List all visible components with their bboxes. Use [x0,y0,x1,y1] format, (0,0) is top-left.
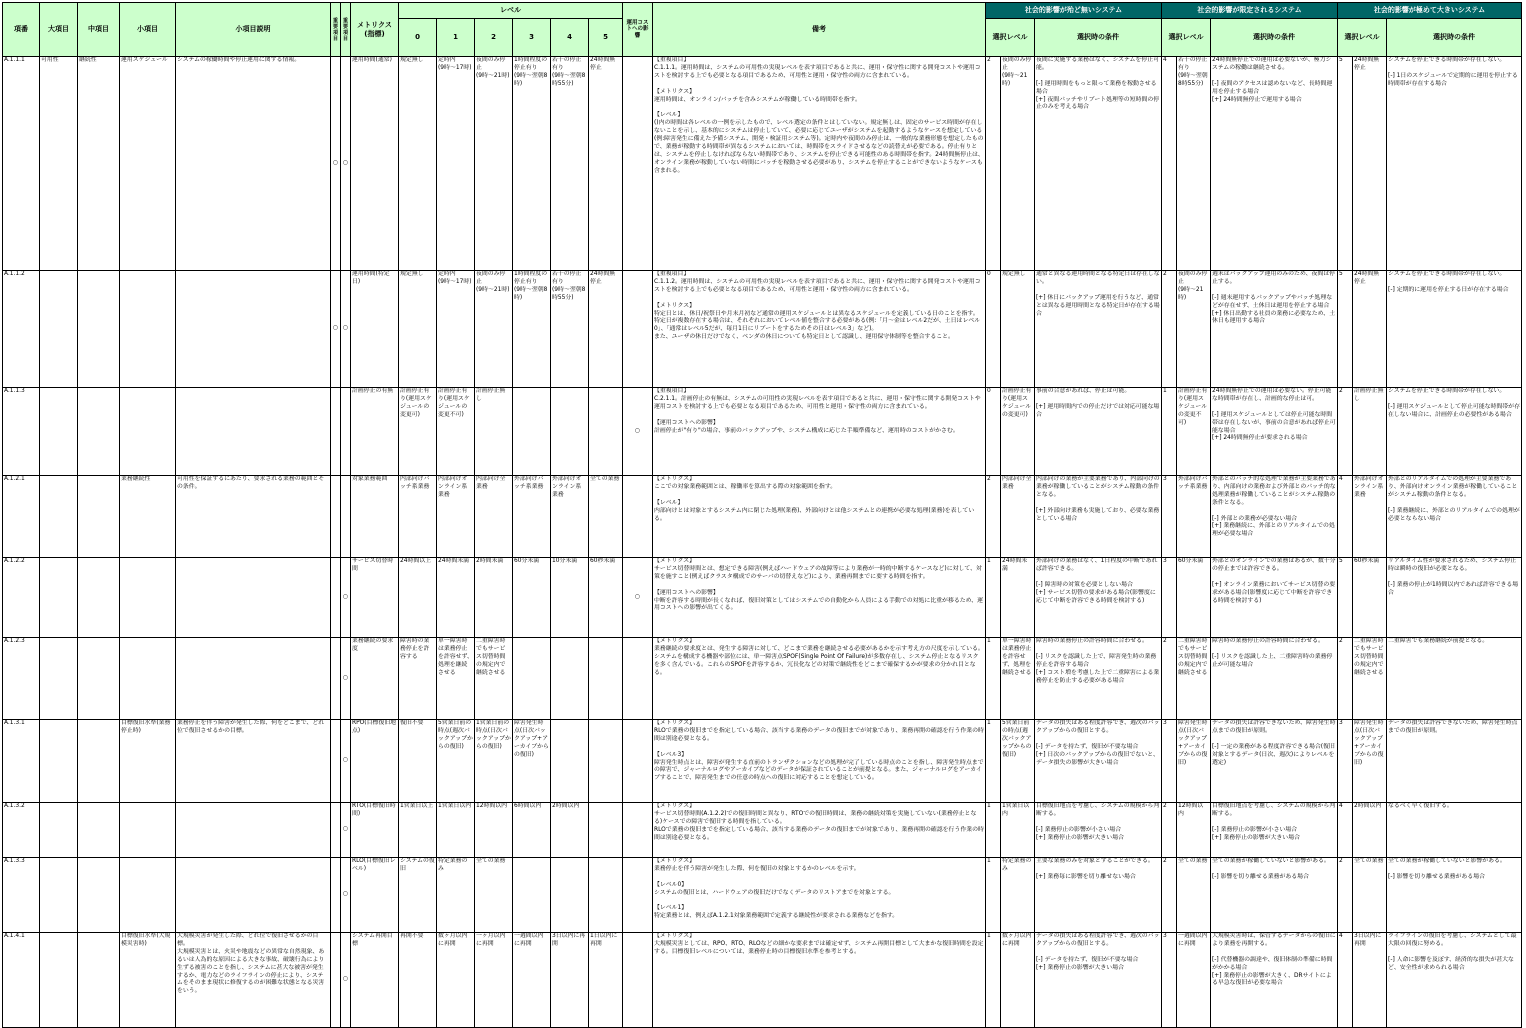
cell-sel-value-mid: 全ての業務 [1177,858,1211,933]
cell-sel-cond-high: データの損失は許容できないため、障害発生時点までの復旧が原則。 [1387,720,1522,803]
requirements-sheet [2,2,1522,1028]
cell-note: 【重複項目】 C.1.1.2。運用時間は、システムの可用性の実現レベルを表す項目であると共に、運用・保守性に関する開発コストや運用コストを検討する上でも必要となる項目であるため、可用性と運用・保守性の両方に含まれている。 【メトリクス】 特定日とは、休日/祝祭日や月末月初など通常の運用スケジュールとは異なるスケジュールを定義している日のことを指す。特定日が複数存在する場合は、それぞれにおいてレベル値を整合する必要がある(例:「月〜金はレベル2だが、土日はレベル0」、「通常はレベル5だが、毎月1日にリブートをするためその日はレベル3」など)。 また、ユーザの休日だけでなく、ベンダの休日についても特定日として認識し、運用保守体制等を整合すること。 [653,271,986,388]
cell-note: 【メトリクス】 業務停止を伴う障害が発生した際、何を復旧の対象とするかのレベルを示す。 【レベル0】 システムの復旧とは、ハードウェアの復旧だけでなくデータのリストアまでを対象とする。 【レベル1】 特定業務とは、例えばA.1.2.1対象業務範囲で定義する継続性が要求される業務などを指す。 [653,858,986,933]
cell-sel-value-high: 3日以内に再開 [1353,933,1387,1028]
cell-important-1: ○ [331,57,341,271]
header-sel-cond-low: 選択時の条件 [1035,19,1162,57]
cell-sel-value-high: 計画停止無し [1353,388,1387,476]
cell-level-5: 24時間無停止 [589,271,623,388]
cell-sel-value-high: 24時間無停止 [1353,271,1387,388]
cell-id: A.1.1.3 [3,388,40,476]
cell-desc [176,858,331,933]
cell-sel-value-low: 5営業日前の時点(週次バックアップからの復旧) [1001,720,1035,803]
header-sel-level-low: 選択レベル [986,19,1035,57]
header-sel-cond-mid: 選択時の条件 [1211,19,1338,57]
cell-level-3: 外部向けバッチ系業務 [513,476,551,558]
cell-cat3 [120,558,176,638]
table-row [3,803,1522,858]
cell-level-3: 60分未満 [513,558,551,638]
cell-important-2: ○ [341,933,351,1028]
cell-desc [176,803,331,858]
cell-id: A.1.3.1 [3,720,40,803]
cell-sel-cond-mid: 目標復旧地点を考慮し、システムの規模から判断する。 [-] 業務停止の影響が小さい場合 [+] 業務停止の影響が大きい場合 [1211,803,1338,858]
cell-level-4 [551,638,589,720]
cell-sel-value-mid: 12時間以内 [1177,803,1211,858]
cell-sel-value-low: 規定無し [1001,271,1035,388]
header-sys-low: 社会的影響が殆ど無いシステム [986,3,1162,19]
cell-important-2: ○ [341,858,351,933]
cell-sel-value-high: 全ての業務 [1353,858,1387,933]
cell-level-3 [513,858,551,933]
cell-cost [623,476,653,558]
cell-cat2 [78,933,120,1028]
cell-sel-level-mid: 2 [1162,803,1177,858]
cell-cat1 [40,933,78,1028]
cell-sel-value-mid: 60分未満 [1177,558,1211,638]
cell-level-4: 外部向けオンライン系業務 [551,476,589,558]
header-level-0: 0 [399,19,437,57]
cell-sel-cond-high: ライフラインの復旧を考慮し、システムとして最大限の回復に努める。 [-] 人命に影響を及ぼす、経済的な損失が甚大など、安全性が求められる場合 [1387,933,1522,1028]
cell-cat2 [78,638,120,720]
cell-sel-value-mid: 障害発生時点(日次バックアップ+アーカイブからの復旧) [1177,720,1211,803]
cell-level-2: 2時間未満 [475,558,513,638]
cell-sel-level-high: 5 [1338,57,1353,271]
cell-desc [176,388,331,476]
cell-sel-cond-mid: 24時間無停止での運用は必要ない。停止可能な時間帯が存在し、計画的な停止は可。 [-] 運用スケジュールとしては停止可能な時間帯は存在しないが、事前の合意があれば停止可能な場合 [+] 24時間無停止が要求される場合 [1211,388,1338,476]
cell-sel-cond-mid: 外部とのオンラインでの業務はあるが、数十分の停止までは許容できる。 [+] オンライン業務においてサービス切替の要求がある場合(影響度に応じて中断を許容できる時間を検討する) [1211,558,1338,638]
cell-sel-value-low: 特定業務のみ [1001,858,1035,933]
cell-level-0: 内部向けバッチ系業務 [399,476,437,558]
header-level-2: 2 [475,19,513,57]
cell-level-2: 1営業日前の時点(日次バックアップからの復旧) [475,720,513,803]
cell-cost [623,57,653,271]
cell-cost [623,858,653,933]
cell-sel-cond-mid: 24時間無停止での運用は必要ないが、極力システムの稼働は継続させる。 [-] 夜間のアクセスは認めないなど、長時間運用を停止する場合 [+] 24時間無停止で運用する場合 [1211,57,1338,271]
cell-id: A.1.2.3 [3,638,40,720]
cell-sel-value-mid: 夜間のみ停止 (9時〜21時) [1177,271,1211,388]
cell-desc [176,271,331,388]
cell-sel-value-mid: 一週間以内に再開 [1177,933,1211,1028]
table-row [3,558,1522,638]
cell-cat1 [40,271,78,388]
cell-desc: 可用性を保証するにあたり、要求される業務の範囲とその条件。 [176,476,331,558]
cell-cost [623,638,653,720]
cell-metric: 業務継続の要求度 [351,638,399,720]
cell-important-1 [331,933,341,1028]
cell-level-2: 計画停止無し [475,388,513,476]
cell-sel-cond-low: 内部向けの業務が主要業務であり、内部向けの業務が稼働していることがシステム稼動の条件となる。 [+] 外部向け業務も実施しており、必要な業務としている場合 [1035,476,1162,558]
cell-important-1 [331,638,341,720]
cell-sel-cond-low: 障害時の業務停止の許容時間に合わせる。 [-] リスクを認識した上で、障害発生時の業務停止を許容する場合 [+] コスト増を考慮した上で二重障害による業務停止を防止する必要がある場合 [1035,638,1162,720]
cell-level-4 [551,720,589,803]
cell-level-0: 復旧不要 [399,720,437,803]
cell-sel-cond-mid: データの損失は許容できないため、障害発生時点までの復旧が原則。 [-] 一定の業務がある程度許容できる場合(復旧対象とするデータ(日次、週次)によりレベルを選定) [1211,720,1338,803]
cell-sel-value-low: 数ヶ月以内に再開 [1001,933,1035,1028]
cell-level-0: 障害時の業務停止を許容する [399,638,437,720]
cell-sel-cond-mid: 週末はバックアップ運用のみのため、夜間は停止する。 [-] 週末運用するバックアップやバッチ処理などが存在せず、土休日は運用を停止する場合 [+] 休日出勤する社員の業務に必要なため、土休日も運用する場合 [1211,271,1338,388]
cell-important-1 [331,858,341,933]
cell-id: A.1.3.3 [3,858,40,933]
cell-level-2: 一ヶ月以内に再開 [475,933,513,1028]
cell-note: 【メトリクス】 業務継続の要求度とは、発生する障害に対して、どこまで業務を継続させる必要があるかを示す考え方の尺度を示している。 システムを構成する機器や部位には、単一障害点SPOF(Single Point Of Failure)が多数存在し、システム停止となるリスクを多く含んでいる。これらのSPOFを許容するか、冗長化などの対策で継続性をどこまで確保するかが要求の分かれ目となる。 [653,638,986,720]
cell-important-2: ○ [341,57,351,271]
cell-level-5 [589,803,623,858]
header-sys-high: 社会的影響が極めて大きいシステム [1338,3,1522,19]
header-important-1: 重要項目 [331,3,341,57]
cell-sel-value-low: 内部向け全業務 [1001,476,1035,558]
cell-sel-level-low: 1 [986,558,1001,638]
cell-sel-cond-low: データの損失はある程度許容でき、週次のバックアップからの復旧とする。 [-] データを持たず、復旧が不要な場合 [+] 日次のバックアップからの復旧でないと、データ損失の影響が大きい場合 [1035,720,1162,803]
cell-sel-level-low: 1 [986,858,1001,933]
cell-cat2 [78,558,120,638]
cell-sel-level-mid: 2 [1162,858,1177,933]
cell-level-0: 規定無し [399,57,437,271]
cell-id: A.1.2.1 [3,476,40,558]
header-sys-mid: 社会的影響が限定されるシステム [1162,3,1338,19]
cell-cat2 [78,476,120,558]
cell-important-2 [341,476,351,558]
header-level-1: 1 [437,19,475,57]
cell-sel-level-high: 4 [1338,933,1353,1028]
table-row [3,57,1522,271]
cell-sel-level-mid: 3 [1162,558,1177,638]
cell-level-4 [551,858,589,933]
cell-level-1: 特定業務のみ [437,858,475,933]
cell-sel-level-high: 2 [1338,638,1353,720]
cell-level-1: 定時内 (9時〜17時) [437,57,475,271]
cell-important-2: ○ [341,720,351,803]
cell-level-2: 夜間のみ停止 (9時〜21時) [475,271,513,388]
table-row [3,933,1522,1028]
header-sel-level-mid: 選択レベル [1162,19,1211,57]
cell-sel-cond-low: 目標復旧地点を考慮し、システムの規模から判断する。 [-] 業務停止の影響が小さい場合 [+] 業務停止の影響が大きい場合 [1035,803,1162,858]
cell-cat2: 継続性 [78,57,120,271]
table-row [3,388,1522,476]
cell-sel-cond-low: 事前の合意があれば、停止は可能。 [+] 運用時間内での停止だけでは対応可能な場合 [1035,388,1162,476]
cell-level-5: 1日以内に再開 [589,933,623,1028]
cell-sel-cond-mid: 障害時の業務停止の許容時間に合わせる。 [-] リスクを認識した上、二重障害時の業務停止が可能な場合 [1211,638,1338,720]
cell-sel-level-mid: 3 [1162,476,1177,558]
cell-sel-level-high: 5 [1338,558,1353,638]
cell-level-5: 24時間無停止 [589,57,623,271]
cell-cat1 [40,558,78,638]
cell-sel-level-mid: 2 [1162,638,1177,720]
cell-level-0: 再開不要 [399,933,437,1028]
cell-id: A.1.2.2 [3,558,40,638]
cell-sel-level-low: 0 [986,388,1001,476]
cell-note: 【メトリクス】 ここでの対象業務範囲とは、稼働率を算出する際の対象範囲を指す。 【レベル】 内部向けとは対象とするシステム内に閉じた処理(業務)、外部向けとは他システムとの連携が必要な処理(業務)を表している。 [653,476,986,558]
cell-sel-value-mid: 外部向けバッチ系業務 [1177,476,1211,558]
cell-sel-level-mid: 1 [1162,388,1177,476]
cell-note: 【メトリクス】 大規模災害としては、RPO、RTO、RLOなどの細かな要求までは確定せず、システム再開目標として大まかな復旧時間を設定する。目標復旧レベルについては、業務停止時の目標復旧水準を参考とする。 [653,933,986,1028]
cell-sel-cond-high: 二重障害でも業務継続が前提となる。 [1387,638,1522,720]
cell-cost [623,271,653,388]
cell-sel-cond-mid: 外部とのバッチ的な処理で業務が主要業務であり、内部向けの業務および外部とのバッチ的な処理業務が稼働していることがシステム稼動の条件となる。 [-] 外部との業務が必要ない場合 [+] 業務継続に、外部とのリアルタイムでの処理が必要な場合 [1211,476,1338,558]
cell-sel-cond-mid: 大規模災害時は、保管するデータからの復旧により業務を再開する。 [-] 代替機器の調達や、復旧体制の準備に時間がかかる場合 [+] 業務停止の影響が大きく、DRサイトによる早急な復旧が必要な場合 [1211,933,1338,1028]
cell-note: 【メトリクス】 RLOで業務の復旧までを指定している場合、該当する業務のデータの復旧までが対象であり、業務再開の確認を行う作業の時間は別途必要となる。 【レベル3】 障害発生時点とは、障害が発生する直前のトランザクションなどの処理が完了している時点のことを指し、障害発生時点までの障害で、ジャーナルログやアーカイブなどのデータが保証されていることが前提となる。また、ジャーナルログをアーカイブすることで、障害発生までの任意の時点への復旧に対応することを想定している。 [653,720,986,803]
cell-cost: ○ [623,558,653,638]
cell-sel-cond-high: 全ての業務が稼働していないと影響がある。 [-] 影響を切り離せる業務がある場合 [1387,858,1522,933]
cell-sel-level-mid: 2 [1162,271,1177,388]
cell-cat3 [120,858,176,933]
cell-sel-level-low: 1 [986,933,1001,1028]
cell-cost [623,933,653,1028]
cell-level-1: 1営業日以内 [437,803,475,858]
header-important-2: 重要項目 [341,3,351,57]
cell-level-5 [589,388,623,476]
cell-sel-level-mid: 4 [1162,57,1177,271]
cell-desc [176,638,331,720]
cell-level-1: 内部向けオンライン系業務 [437,476,475,558]
cell-metric: RTO(目標復旧時間) [351,803,399,858]
cell-desc [176,558,331,638]
cell-cat1 [40,388,78,476]
cell-level-5: 全ての業務 [589,476,623,558]
cell-level-5 [589,858,623,933]
cell-note: 【メトリクス】 サービス切替時間とは、想定できる障害(例えばハードウェアの故障等により業務が一時的中断するケースなど)に対して、対策を施すこと(例えばクラスタ構成でのサーバの切替えなど)により、業務再開までに要する時間を指す。 【運用コストへの影響】 中断を許容する時間が長くなれば、復旧対策としてはシステムでの自動化から人員による手動での対処に比重が移るため、運用コストへの影響が出てくる。 [653,558,986,638]
cell-sel-value-low: 計画停止有り(運用スケジュールの変更可) [1001,388,1035,476]
cell-cost: ○ [623,388,653,476]
cell-cat3 [120,271,176,388]
cell-sel-level-mid: 3 [1162,933,1177,1028]
cell-level-0: 計画停止有り(運用スケジュールの変更可) [399,388,437,476]
cell-sel-cond-high: 外部とのリアルタイムでの処理が主要業務であり、外部向けオンライン業務が稼働していることがシステム稼動の条件となる。 [-] 業務継続に、外部とのリアルタイムでの処理が必要とならない場合 [1387,476,1522,558]
cell-id: A.1.1.2 [3,271,40,388]
cell-level-0: 24時間以上 [399,558,437,638]
header-cat1: 大項目 [40,3,78,57]
cell-cat1 [40,803,78,858]
cell-level-2: 12時間以内 [475,803,513,858]
cell-level-1: 数ヶ月以内に再開 [437,933,475,1028]
cell-sel-value-mid: 計画停止有り(運用スケジュールの変更不可) [1177,388,1211,476]
cell-cat1 [40,720,78,803]
cell-cat3: 目標復旧水準(業務停止時) [120,720,176,803]
header-cat2: 中項目 [78,3,120,57]
cell-cat3 [120,803,176,858]
cell-cat2 [78,271,120,388]
table-row [3,720,1522,803]
cell-important-1: ○ [331,271,341,388]
cell-sel-value-high: 24時間無停止 [1353,57,1387,271]
cell-level-3: 一週間以内に再開 [513,933,551,1028]
cell-sel-cond-low: 主要な業務のみを対象とすることができる。 [+] 業務毎に影響を切り離せない場合 [1035,858,1162,933]
cell-sel-level-high: 4 [1338,803,1353,858]
cell-cost [623,720,653,803]
cell-level-3: 6時間以内 [513,803,551,858]
cell-level-2: 全ての業務 [475,858,513,933]
cell-id: A.1.3.2 [3,803,40,858]
cell-level-5 [589,720,623,803]
cell-sel-value-mid: 二重障害時でもサービス切替時間の規定内で継続させる [1177,638,1211,720]
cell-sel-level-low: 1 [986,803,1001,858]
cell-sel-value-low: 単一障害時は業務停止を許容せず、処理を継続させる [1001,638,1035,720]
cell-level-0: 1営業日以上 [399,803,437,858]
header-sel-level-high: 選択レベル [1338,19,1387,57]
cell-metric: RLO(目標復旧レベル) [351,858,399,933]
cell-desc: システムの稼働時間や停止運用に関する情報。 [176,57,331,271]
cell-metric: 対象業務範囲 [351,476,399,558]
table-row [3,476,1522,558]
header-desc: 小項目説明 [176,3,331,57]
cell-sel-level-high: 5 [1338,271,1353,388]
cell-metric: RPO(目標復旧地点) [351,720,399,803]
header-sel-cond-high: 選択時の条件 [1387,19,1522,57]
cell-metric: サービス切替時間 [351,558,399,638]
cell-sel-value-high: 二重障害時でもサービス切替時間の規定内で継続させる [1353,638,1387,720]
header-metric: メトリクス (指標) [351,3,399,57]
cell-sel-cond-high: なるべく早く復旧する。 [1387,803,1522,858]
cell-level-1: 5営業日前の時点(週次バックアップからの復旧) [437,720,475,803]
cell-important-1 [331,476,341,558]
cell-level-3 [513,388,551,476]
cell-sel-value-high: 外部向けオンライン系業務 [1353,476,1387,558]
header-level-4: 4 [551,19,589,57]
cell-sel-cond-low: データの損失はある程度許容でき、週次のバックアップからの復旧とする。 [-] データを持たず、復旧が不要な場合 [+] 業務停止の影響が大きい場合 [1035,933,1162,1028]
cell-cat3: 目標復旧水準(大規模災害時) [120,933,176,1028]
cell-cost [623,803,653,858]
table-row [3,271,1522,388]
cell-note: 【重複項目】 C.1.1.1。運用時間は、システムの可用性の実現レベルを表す項目であると共に、運用・保守性に関する開発コストや運用コストを検討する上でも必要となる項目であるため、可用性と運用・保守性の両方に含まれている。 【メトリクス】 運用時間は、オンライン/バッチを含みシステムが稼働している時間帯を指す。 【レベル】 ()内の時間は各レベルの一例を示したもので、レベル選定の条件とはしていない。規定無しは、固定のサービス時間が存在しないことを示し、基本的にシステムは停止していて、必要に応じてユーザがシステムを起動するようなケースを想定している(例:障害発生に備えた予備システム、開発・検証用システム等)。定時内や夜間のみ停止は、一般的な業務形態を想定したもので、業務が稼動する時間帯が異なるシステムにおいては、時間帯をスライドさせるなどの読替えが必要である。停止有りとは、システムを停止しなければならない時間帯であり、システムを停止できる可能性のある時間帯を指す。24時間無停止は、オンライン業務が稼動していない時間にバッチを稼動させる必要があり、システムを停止することができないようなケースも含まれる。 [653,57,986,271]
cell-cat2 [78,388,120,476]
cell-level-2: 内部向け全業務 [475,476,513,558]
cell-id: A.1.4.1 [3,933,40,1028]
cell-cat2 [78,803,120,858]
header-cat3: 小項目 [120,3,176,57]
cell-level-4: 若干の停止有り (9時〜翌朝8時55分) [551,271,589,388]
header-id: 項番 [3,3,40,57]
cell-sel-level-high: 4 [1338,476,1353,558]
cell-sel-level-low: 1 [986,720,1001,803]
cell-cat3: 運用スケジュール [120,57,176,271]
cell-sel-level-low: 2 [986,476,1001,558]
cell-level-5: 60秒未満 [589,558,623,638]
cell-important-1 [331,720,341,803]
cell-cat3 [120,388,176,476]
cell-sel-value-low: 夜間のみ停止 (9時〜21時) [1001,57,1035,271]
cell-cat1 [40,476,78,558]
cell-sel-cond-high: システムを停止できる時間帯が存在しない。 [-] 定期的に運用を停止する日が存在する場合 [1387,271,1522,388]
header-level: レベル [399,3,623,19]
cell-level-3: 障害発生時点(日次バックアップ+アーカイブからの復旧) [513,720,551,803]
cell-level-4: 3日以内に再開 [551,933,589,1028]
cell-sel-cond-low: 夜間に実施する業務はなく、システムを停止可能。 [-] 運用時間をもっと限って業務を稼動させる場合 [+] 夜間バッチやリブート処理等の短時間の停止のみを考える場合 [1035,57,1162,271]
table-row [3,858,1522,933]
cell-desc: 大規模災害が発生した際、どれ位で復旧させるかの目標。 大規模災害とは、火災や地震などの異常な自然現象、あるいは人為的な原因による大きな事故、破壊行為により生ずる被害のことを指し、システムに甚大な被害が発生するか、電力などのライフラインの停止により、システムをそのまま現状に修復するのが困難な状態となる災害をいう。 [176,933,331,1028]
cell-sel-value-mid: 若干の停止有り (9時〜翌朝8時55分) [1177,57,1211,271]
cell-level-4: 若干の停止有り (9時〜翌朝8時55分) [551,57,589,271]
cell-note: 【メトリクス】 サービス切替時間(A.1.2.2)での復旧時間と異なり、RTOでの復旧時間は、業務の継続対策を実施していない(業務停止となる)ケースでの障害で復旧する時間を指している。 RLOで業務の復旧までを指定している場合、該当する業務のデータの復旧までが対象であり、業務再開の確認を行う作業の時間は別途必要となる。 [653,803,986,858]
cell-level-0: システムの復旧 [399,858,437,933]
cell-level-3 [513,638,551,720]
cell-important-2: ○ [341,638,351,720]
cell-metric: システム再開目標 [351,933,399,1028]
header-note: 備考 [653,3,986,57]
cell-important-2: ○ [341,558,351,638]
table-row [3,638,1522,720]
cell-important-2 [341,388,351,476]
cell-sel-cond-high: システムを停止できる時間帯が存在しない。 [-] 1日のスケジュールで定期的に運用を停止する時間帯が存在する場合 [1387,57,1522,271]
cell-level-1: 定時内 (9時〜17時) [437,271,475,388]
header-level-5: 5 [589,19,623,57]
cell-sel-cond-high: システムを停止できる時間帯が存在しない。 [-] 運用スケジュールとして停止可能な時間帯が存在しない場合に、計画停止の必要性がある場合 [1387,388,1522,476]
cell-level-3: 1時間程度の停止有り (9時〜翌朝8時) [513,57,551,271]
cell-desc: 業務停止を伴う障害が発生した際、何をどこまで、どれ位で復旧させるかの目標。 [176,720,331,803]
cell-level-3: 1時間程度の停止有り (9時〜翌朝8時) [513,271,551,388]
cell-sel-value-low: 1営業日以内 [1001,803,1035,858]
cell-important-2: ○ [341,271,351,388]
cell-level-0: 規定無し [399,271,437,388]
header-cost: 運用コストへの影響 [623,3,653,57]
cell-cat1 [40,638,78,720]
cell-sel-cond-high: リアルタイム性が要求されるため、システム停止時は瞬時の復旧が必要となる。 [-] 業務の停止が1時間以内であれば許容できる場合 [1387,558,1522,638]
cell-sel-level-high: 2 [1338,858,1353,933]
cell-important-1 [331,803,341,858]
cell-level-4: 10分未満 [551,558,589,638]
cell-sel-level-high: 3 [1338,720,1353,803]
cell-level-4 [551,388,589,476]
cell-important-1 [331,388,341,476]
cell-sel-level-low: 0 [986,271,1001,388]
cell-cat1: 可用性 [40,57,78,271]
cell-sel-cond-mid: 全ての業務が稼働していないと影響がある。 [-] 影響を切り離せる業務がある場合 [1211,858,1338,933]
cell-cat3: 業務継続性 [120,476,176,558]
header-level-3: 3 [513,19,551,57]
cell-sel-value-high: 2時間以内 [1353,803,1387,858]
cell-sel-level-low: 2 [986,57,1001,271]
cell-cat2 [78,720,120,803]
cell-metric: 運用時間(通常) [351,57,399,271]
cell-note: 【重複項目】 C.2.1.1。計画停止の有無は、システムの可用性の実現レベルを表す項目であると共に、運用・保守性に関する開発コストや運用コストを検討する上でも必要となる項目であるため、可用性と運用・保守性の両方に含まれている。 【運用コストへの影響】 計画停止が"有り"の場合、事前のバックアップや、システム構成に応じた手順準備など、運用時のコストがかさむ。 [653,388,986,476]
cell-metric: 計画停止の有無 [351,388,399,476]
cell-id: A.1.1.1 [3,57,40,271]
cell-important-1 [331,558,341,638]
cell-level-1: 計画停止有り(運用スケジュールの変更不可) [437,388,475,476]
cell-sel-level-high: 2 [1338,388,1353,476]
cell-cat1 [40,858,78,933]
cell-cat3 [120,638,176,720]
cell-sel-cond-low: 外部向けの業務はなく、1日程度の中断であれば許容できる。 [-] 障害時の対策を必要としない場合 [+] サービス切替の要求がある場合(影響度に応じて中断を許容できる時間を検討する) [1035,558,1162,638]
cell-sel-value-high: 障害発生時点(日次バックアップ+アーカイブからの復旧) [1353,720,1387,803]
cell-sel-level-mid: 3 [1162,720,1177,803]
cell-important-2: ○ [341,803,351,858]
cell-level-4: 2時間以内 [551,803,589,858]
cell-sel-value-high: 60秒未満 [1353,558,1387,638]
cell-cat2 [78,858,120,933]
cell-sel-cond-low: 通常と異なる運用時間となる特定日は存在しない。 [+] 休日にバックアップ運用を行うなど、通常とは異なる運用時間となる特定日が存在する場合 [1035,271,1162,388]
cell-level-5 [589,638,623,720]
cell-sel-value-low: 24時間未満 [1001,558,1035,638]
cell-level-1: 単一障害時は業務停止を許容せず、処理を継続させる [437,638,475,720]
cell-level-2: 二重障害時でもサービス切替時間の規定内で継続させる [475,638,513,720]
cell-metric: 運用時間(特定日) [351,271,399,388]
cell-sel-level-low: 1 [986,638,1001,720]
cell-level-1: 24時間未満 [437,558,475,638]
cell-level-2: 夜間のみ停止 (9時〜21時) [475,57,513,271]
